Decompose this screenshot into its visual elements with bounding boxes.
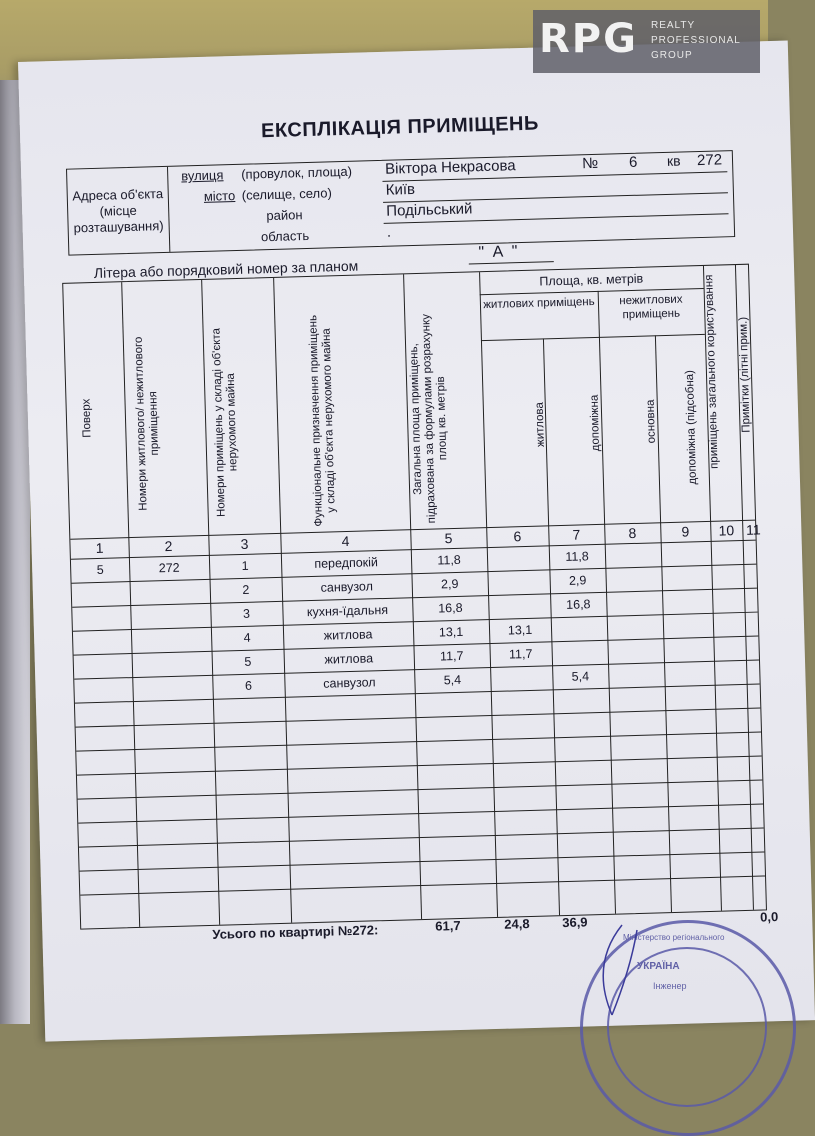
cell-room-no: 3 — [242, 606, 251, 621]
total-last: 0,0 — [759, 909, 779, 925]
header-common-use: приміщень загального користування — [703, 274, 721, 470]
col-number: 7 — [572, 526, 581, 543]
cell-aux: 2,9 — [568, 573, 587, 588]
total-area: 61,7 — [435, 917, 461, 934]
cell-aux — [552, 645, 608, 647]
header-line — [481, 334, 705, 341]
cell-living: 13,1 — [507, 622, 533, 638]
city-value: Київ — [385, 180, 416, 199]
district-value: Подільський — [386, 200, 473, 220]
apt-label: кв — [666, 152, 681, 169]
total-aux: 36,9 — [562, 914, 588, 931]
logo-line-3: GROUP — [651, 50, 693, 61]
cell-room-no: 1 — [241, 558, 249, 573]
cell-floor — [73, 634, 131, 636]
cell-room-name: житлова — [323, 627, 373, 643]
rpg-watermark-logo — [533, 10, 760, 73]
header-function: Функціональне призначення приміщень у складі об'єкта нерухомого майна — [307, 314, 338, 527]
header-total-area: Загальна площа приміщень, підрахована за формулами розрахунку площ кв. метрів — [408, 313, 450, 524]
document-page — [18, 41, 815, 1042]
cell-living — [490, 670, 552, 672]
stamp-inner-text: Інженер — [653, 981, 687, 991]
stamp-country: УКРАЇНА — [637, 961, 680, 972]
cell-living: 11,7 — [508, 646, 533, 662]
row-line — [79, 827, 764, 847]
header-notes: Примітки (літні прим.) — [737, 316, 753, 433]
total-label: Усього по квартирі №272: — [212, 922, 379, 942]
col-number: 5 — [444, 530, 453, 547]
row-line — [78, 779, 763, 799]
cell-room-no: 5 — [244, 654, 252, 669]
cell-total: 11,7 — [439, 648, 464, 664]
row-line — [80, 875, 765, 895]
address-block — [66, 150, 735, 256]
header-living: житлова — [533, 402, 547, 448]
header-apt-number: Номери житлового/ нежитлового приміщення — [132, 336, 162, 511]
area-group-header: Площа, кв. метрів — [539, 271, 644, 289]
row-line — [76, 732, 761, 752]
explication-table — [62, 264, 767, 930]
number-label: № — [581, 154, 599, 173]
nonliving-group-header: нежитлових приміщень — [619, 293, 683, 322]
litera-label: Літера або порядковий номер за планом — [93, 257, 359, 281]
col-number: 6 — [513, 528, 522, 545]
col-number: 11 — [745, 521, 761, 538]
apt-value: 272 — [696, 151, 723, 170]
cell-room-no: 4 — [243, 630, 251, 645]
street-key: вулиця — [181, 167, 224, 184]
cell-living — [488, 598, 550, 600]
total-living: 24,8 — [504, 916, 530, 932]
logo-line-1: REALTY — [651, 20, 696, 31]
row-line — [77, 756, 762, 776]
cell-aux: 5,4 — [571, 669, 590, 684]
street-key-rest: (провулок, площа) — [241, 163, 353, 182]
region-value: . — [386, 223, 392, 241]
cell-living — [488, 574, 550, 576]
cell-floor — [74, 682, 132, 684]
header-main: основна — [644, 399, 658, 444]
district-key: район — [266, 207, 303, 224]
number-value: 6 — [628, 153, 638, 171]
litera-value: " А " — [478, 243, 520, 262]
city-key-rest: (селище, село) — [241, 185, 333, 203]
cell-total: 16,8 — [438, 600, 463, 616]
cell-apt — [130, 584, 210, 586]
cell-apt — [132, 656, 212, 658]
cell-total: 5,4 — [443, 672, 462, 688]
col-number: 1 — [95, 539, 104, 557]
living-group-header: житлових приміщень — [483, 295, 595, 312]
header-floor: Поверх — [80, 398, 94, 438]
cell-floor — [72, 586, 130, 588]
col-number: 3 — [240, 535, 249, 552]
signature-icon — [592, 920, 652, 1020]
cell-aux: 11,8 — [565, 549, 589, 564]
logo-line-2: PROFESSIONAL — [651, 35, 741, 46]
header-room-number: Номери приміщень у складі об'єкта нерухомого майна — [210, 327, 240, 518]
rpg-logo-mark-icon: RPG — [539, 16, 638, 62]
document-title: ЕКСПЛІКАЦІЯ ПРИМІЩЕНЬ — [260, 112, 540, 143]
cell-floor — [74, 658, 132, 660]
header-auxiliary: допоміжна (підсобна) — [683, 369, 700, 485]
col-number: 9 — [681, 523, 690, 540]
cell-room-name: житлова — [324, 651, 374, 667]
cell-room-no: 6 — [244, 678, 253, 693]
cell-room-name: передпокій — [314, 555, 379, 571]
col-number: 8 — [628, 524, 637, 542]
cell-room-name: санвузол — [323, 675, 376, 691]
cell-total: 11,8 — [437, 552, 461, 568]
cell-floor — [72, 610, 130, 612]
cell-room-name: кухня-їдальня — [306, 602, 389, 620]
header-aux: допоміжна — [588, 394, 603, 452]
street-value: Віктора Некрасова — [384, 157, 516, 178]
cell-floor: 5 — [96, 562, 104, 577]
cell-apt — [130, 608, 210, 610]
col-number: 2 — [164, 537, 173, 555]
cell-room-no: 2 — [242, 582, 250, 597]
row-line — [80, 851, 765, 871]
cell-total: 2,9 — [440, 576, 459, 592]
region-key: область — [260, 227, 310, 245]
cell-room-name: санвузол — [320, 579, 374, 595]
city-key: місто — [203, 187, 236, 204]
col-number: 4 — [341, 532, 350, 550]
cell-apt — [131, 632, 211, 634]
cell-aux: 16,8 — [566, 597, 591, 612]
row-line — [78, 803, 763, 823]
cell-aux — [551, 621, 607, 623]
col-number: 10 — [718, 522, 735, 539]
stamp-text-top: Міністерство регіонального — [623, 933, 725, 942]
cell-living — [487, 550, 549, 552]
row-line — [76, 708, 761, 728]
cell-total: 13,1 — [438, 624, 464, 640]
cell-apt: 272 — [158, 560, 180, 576]
cell-apt — [132, 680, 212, 682]
address-label: Адреса об'єкта (місце розташування) — [67, 167, 170, 255]
